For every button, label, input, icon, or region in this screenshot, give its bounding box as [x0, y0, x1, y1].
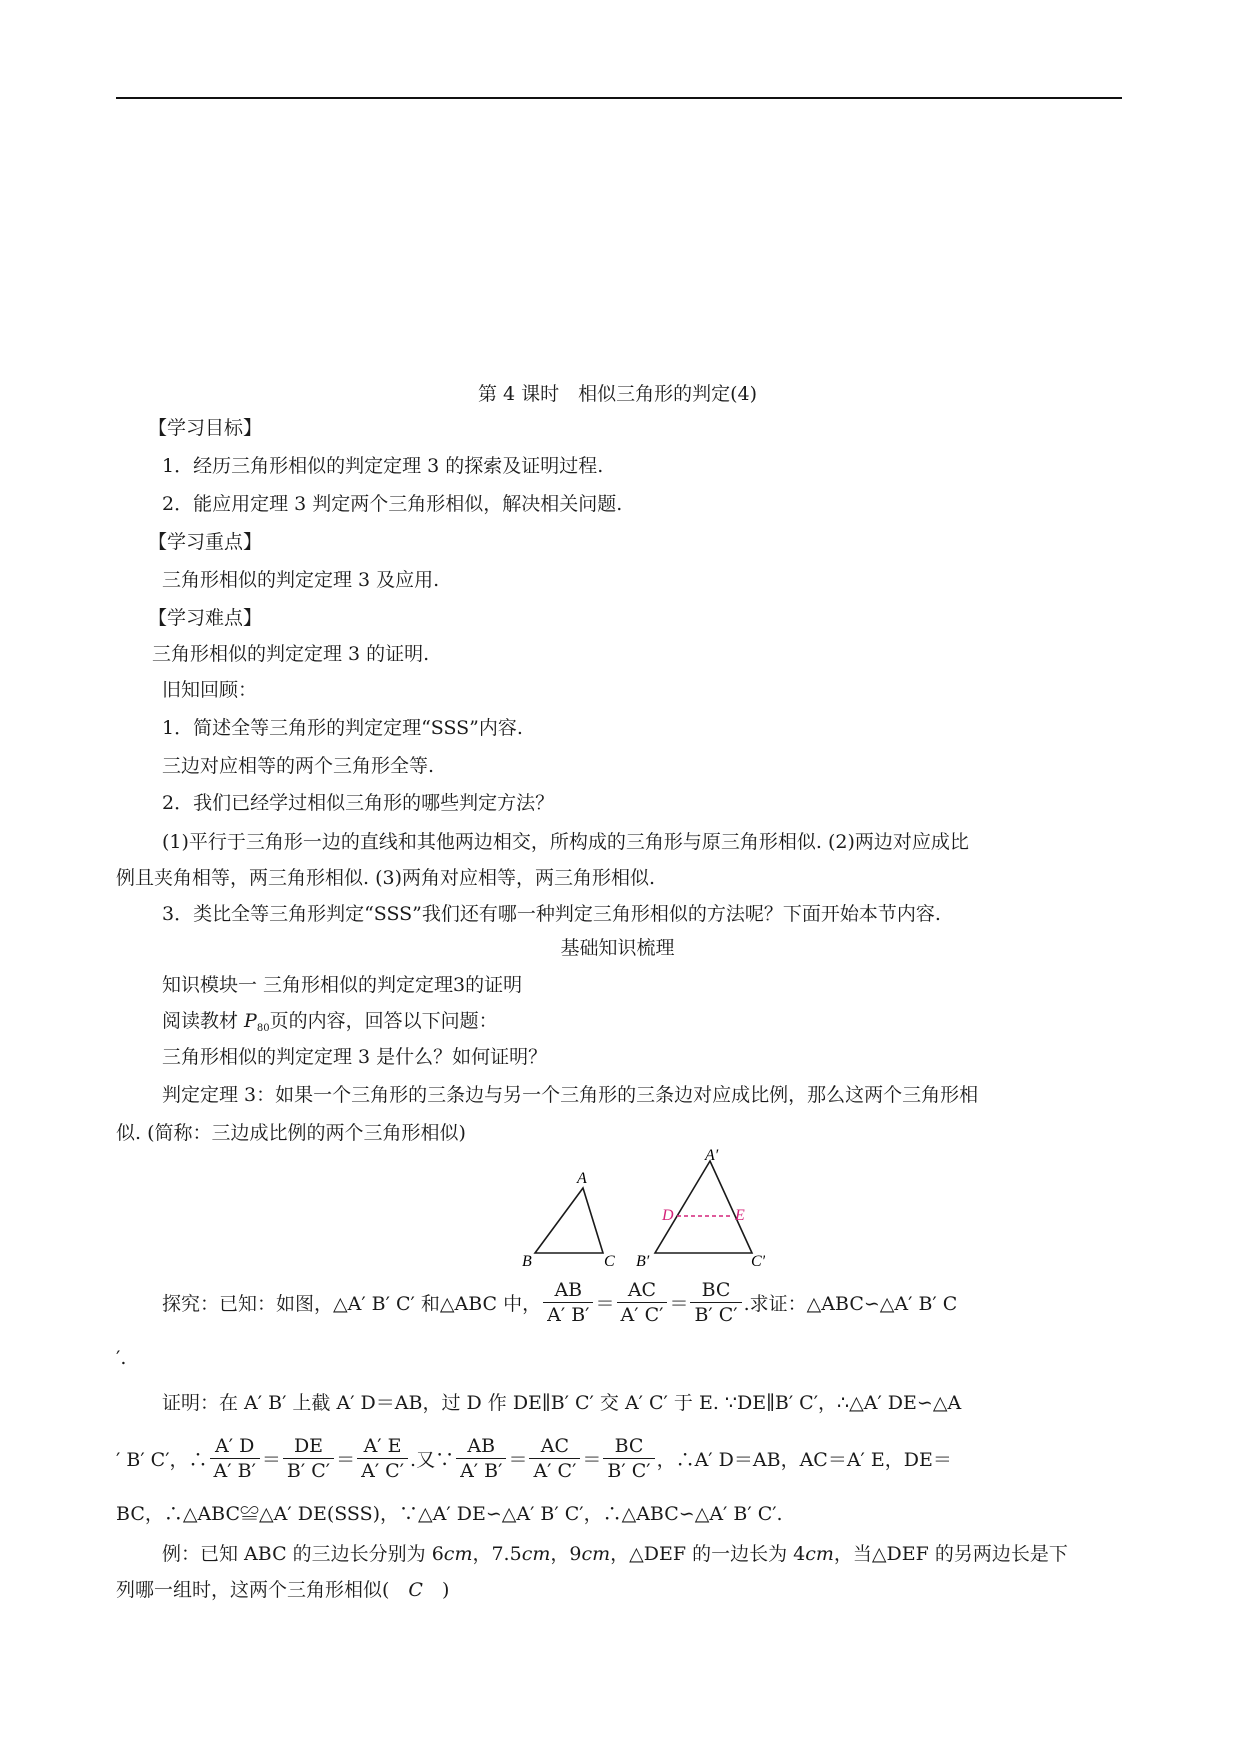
label-e: E — [735, 1207, 745, 1224]
explore-post: .求证：△ABC∽△A′ B′ C — [743, 1293, 958, 1315]
example-text: 列哪一组时，这两个三角形相似( — [116, 1579, 409, 1601]
unit: cm — [521, 1543, 551, 1565]
fraction — [456, 1434, 506, 1483]
proof-l2-pre: ′ B′ C′，∴ — [116, 1449, 208, 1471]
module-question: 三角形相似的判定定理 3 是什么？如何证明？ — [162, 1046, 548, 1068]
read-pre: 阅读教材 — [162, 1010, 245, 1032]
label-a: A — [577, 1170, 587, 1187]
triangle-abc — [535, 1188, 603, 1253]
module-title: 知识模块一 三角形相似的判定定理3的证明 — [162, 974, 523, 996]
example-text: 例：已知 ABC 的三边长分别为 6 — [162, 1543, 444, 1565]
review-heading: 旧知回顾： — [162, 679, 258, 701]
unit: cm — [581, 1543, 611, 1565]
label-c-prime: C′ — [751, 1253, 765, 1270]
explore-line — [162, 1278, 957, 1327]
focus-text: 三角形相似的判定定理 3 及应用. — [162, 569, 440, 591]
review-q2: 2．我们已经学过相似三角形的哪些判定方法？ — [162, 792, 555, 814]
review-a2-line1: (1)平行于三角形一边的直线和其他两边相交，所构成的三角形与原三角形相似. (2)两边对应成比 — [162, 831, 969, 853]
equals: ＝ — [261, 1449, 281, 1471]
module-read — [162, 1009, 498, 1041]
example-text: ，当△DEF 的另两边长是下 — [833, 1543, 1068, 1565]
focus-heading: 【学习重点】 — [148, 531, 263, 553]
fraction-num: DE — [293, 1435, 324, 1457]
fraction-den: B′ C′ — [283, 1458, 334, 1483]
fraction — [210, 1434, 260, 1483]
label-b-prime: B′ — [636, 1253, 650, 1270]
proof-line3: BC，∴△ABC≌△A′ DE(SSS)，∵△A′ DE∽△A′ B′ C′，∴△ABC∽△A′ B′ C′. — [116, 1503, 783, 1525]
label-b: B — [522, 1253, 532, 1270]
fraction-num: AB — [554, 1279, 583, 1301]
page-ref: P — [244, 1010, 257, 1032]
example-text: ，7.5 — [472, 1543, 522, 1565]
explore-wrap: ′. — [116, 1347, 127, 1369]
unit: cm — [805, 1543, 834, 1565]
fraction — [283, 1434, 334, 1483]
example-text: ) — [422, 1579, 450, 1601]
fraction-den: A′ B′ — [210, 1458, 260, 1483]
equals: ＝ — [508, 1449, 528, 1471]
proof-l2-post: ，∴A′ D＝AB，AC＝A′ E，DE＝ — [656, 1449, 952, 1471]
answer: C — [408, 1579, 423, 1601]
fraction-num: A′ E — [363, 1435, 402, 1457]
equals: ＝ — [669, 1293, 689, 1315]
difficulty-text: 三角形相似的判定定理 3 的证明. — [152, 643, 430, 665]
fraction-den: A′ B′ — [456, 1458, 506, 1483]
review-a1: 三边对应相等的两个三角形全等. — [162, 755, 435, 777]
fraction-num: BC — [701, 1279, 731, 1301]
equals: ＝ — [582, 1449, 602, 1471]
fraction-num: BC — [614, 1435, 644, 1457]
fraction-num: AC — [627, 1279, 657, 1301]
fraction — [690, 1278, 741, 1327]
page-title: 第 4 课时 相似三角形的判定(4) — [477, 383, 758, 405]
label-a-prime: A′ — [705, 1148, 719, 1164]
section-title: 基础知识梳理 — [560, 937, 675, 959]
fraction — [357, 1434, 408, 1483]
proof-mid: .又∵ — [410, 1449, 455, 1471]
fraction-den: B′ C′ — [603, 1458, 654, 1483]
label-c: C — [604, 1253, 615, 1270]
equals: ＝ — [595, 1293, 615, 1315]
fraction-den: A′ B′ — [543, 1302, 593, 1327]
fraction — [529, 1434, 580, 1483]
proof-line2 — [116, 1434, 952, 1483]
theorem-line1: 判定定理 3：如果一个三角形的三条边与另一个三角形的三条边对应成比例，那么这两个三角形相 — [162, 1084, 979, 1106]
explore-pre: 探究：已知：如图，△A′ B′ C′ 和△ABC 中， — [162, 1293, 542, 1315]
page-ref-sub: 80 — [256, 1023, 270, 1034]
goal-item: 1．经历三角形相似的判定定理 3 的探索及证明过程. — [162, 455, 604, 477]
label-d: D — [662, 1207, 674, 1224]
fraction-num: AB — [467, 1435, 496, 1457]
unit: cm — [443, 1543, 473, 1565]
fraction-num: A′ D — [215, 1435, 255, 1457]
example-text: ，9 — [550, 1543, 582, 1565]
equals: ＝ — [336, 1449, 356, 1471]
example-text: ，△DEF 的一边长为 4 — [610, 1543, 806, 1565]
fraction-den: A′ C′ — [357, 1458, 408, 1483]
fraction — [617, 1278, 668, 1327]
fraction-den: A′ C′ — [617, 1302, 668, 1327]
review-q1: 1．简述全等三角形的判定定理“SSS”内容. — [162, 717, 523, 739]
difficulty-heading: 【学习难点】 — [148, 607, 263, 629]
example-line2 — [116, 1578, 449, 1602]
goal-item: 2．能应用定理 3 判定两个三角形相似，解决相关问题. — [162, 493, 623, 515]
proof-line1: 证明：在 A′ B′ 上截 A′ D＝AB，过 D 作 DE∥B′ C′ 交 A′ C′ 于 E. ∵DE∥B′ C′，∴△A′ DE∽△A — [162, 1392, 962, 1414]
header-rule — [116, 97, 1122, 99]
example-line1 — [162, 1542, 1068, 1566]
goals-heading: 【学习目标】 — [148, 417, 263, 439]
read-post: 页的内容，回答以下问题： — [269, 1010, 498, 1032]
fraction-den: B′ C′ — [690, 1302, 741, 1327]
review-a2-line2: 例且夹角相等，两三角形相似. (3)两角对应相等，两三角形相似. — [116, 867, 656, 889]
fraction-num: AC — [540, 1435, 570, 1457]
theorem-line2: 似. (简称：三边成比例的两个三角形相似) — [116, 1122, 466, 1144]
review-q3: 3．类比全等三角形判定“SSS”我们还有哪一种判定三角形相似的方法呢？下面开始本节内容. — [162, 903, 941, 925]
triangle-figure — [515, 1148, 765, 1270]
fraction — [543, 1278, 593, 1327]
fraction-den: A′ C′ — [529, 1458, 580, 1483]
fraction — [603, 1434, 654, 1483]
